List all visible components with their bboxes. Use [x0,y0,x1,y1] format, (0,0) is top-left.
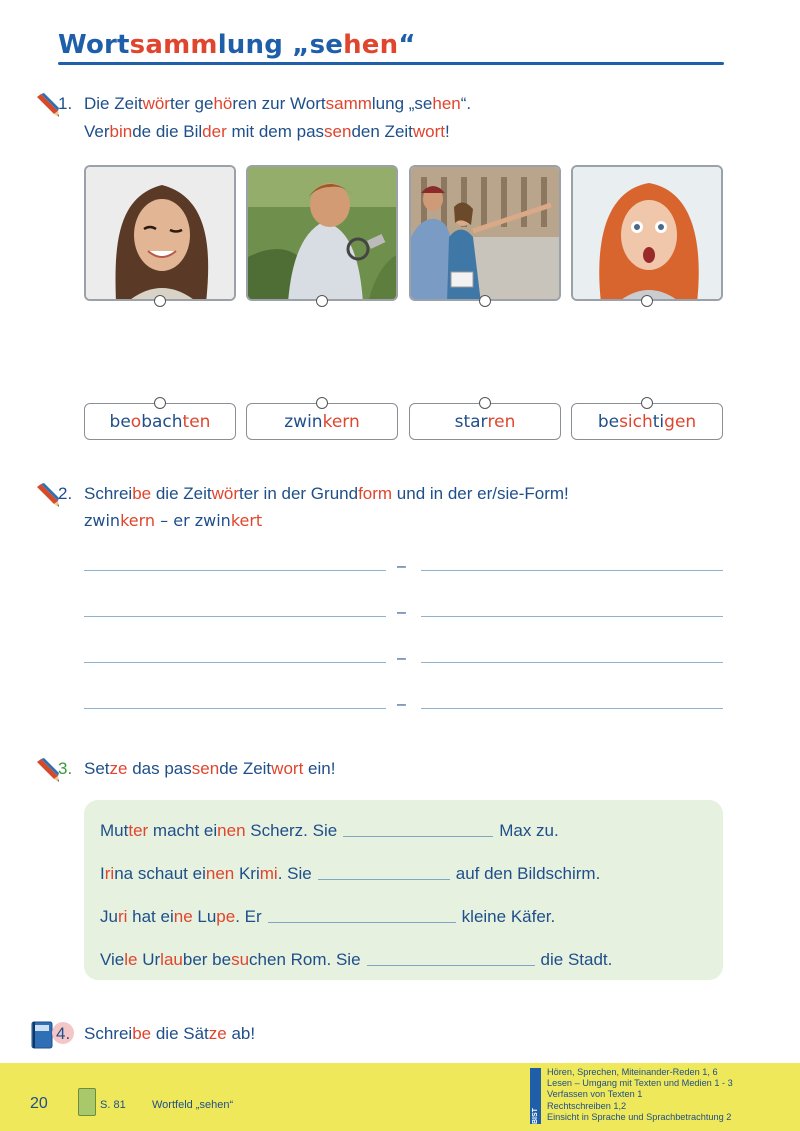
photo-boy-with-magnifier [246,165,398,301]
photo-connector-dot[interactable] [316,295,328,307]
photo-surprised-girl [571,165,723,301]
line-dash: – [397,604,406,621]
writing-line[interactable] [84,708,386,709]
line-dash: – [397,696,406,713]
photo-winking-woman [84,165,236,301]
task-3-instruction: Setze das passende Zeitwort ein! [84,759,336,778]
photo-connector-dot[interactable] [479,295,491,307]
answer-blank[interactable] [318,879,450,880]
competence-list [547,1067,733,1123]
task-1-instruction-2: Verbinde die Bilder mit dem passenden Zeitwort! [84,122,450,141]
word-box-zwinkern[interactable]: zwin kern [246,403,398,440]
word-box-beobachten[interactable]: be o bach ten [84,403,236,440]
word-box-starren[interactable]: star ren [409,403,561,440]
answer-blank[interactable] [343,836,493,837]
writing-line[interactable] [84,570,386,571]
bist-label: BIST [530,1068,541,1124]
task-1-number: 1. [58,94,73,113]
competence-item: Einsicht in Sprache und Sprachbetrachtung 2 [547,1111,732,1122]
workbook-thumbnail-icon [78,1088,96,1116]
pencil-icon [34,482,60,508]
word-connector-dot[interactable] [154,397,166,409]
writing-line[interactable] [421,616,723,617]
title-underline [58,62,724,65]
answer-blank[interactable] [268,922,456,923]
word-connector-dot[interactable] [316,397,328,409]
task-4-instruction: Schreibe die Sätze ab! [84,1024,256,1043]
page-reference: S. 81 [100,1099,126,1111]
page-title: Wortsammlung „sehen“ [58,30,416,60]
line-dash: – [397,558,406,575]
photo-tourists-sightseeing [409,165,561,301]
task-3-number: 3. [58,759,73,778]
footer-topic: Wortfeld „sehen“ [152,1099,234,1111]
page-number: 20 [30,1095,48,1112]
photo-connector-dot[interactable] [154,295,166,307]
fill-sentence-4: Viele Urlauber besuchen Rom. Sie die Stadt. [100,950,613,969]
line-dash: – [397,650,406,667]
task-4-number: 4. [56,1024,71,1043]
pencil-icon [34,757,60,783]
writing-line[interactable] [421,662,723,663]
writing-line[interactable] [84,616,386,617]
answer-blank[interactable] [367,965,535,966]
competence-item: Verfassen von Texten 1 [547,1089,643,1100]
competence-item: Lesen – Umgang mit Texten und Medien 1 - 3 [547,1078,733,1089]
pencil-icon [34,92,60,118]
fill-sentence-1: Mutter macht einen Scherz. Sie Max zu. [100,821,559,840]
task-2-instruction: Schreibe die Zeitwörter in der Grundform und in der er/sie-Form! [84,484,569,503]
word-connector-dot[interactable] [479,397,491,409]
task-1-instruction-1: Die Zeitwörter gehören zur Wortsammlung „sehen“. [84,94,472,113]
word-box-besichtigen[interactable]: be sich ti gen [571,403,723,440]
task-2-example: zwinkern – er zwinkert [84,511,263,530]
task-2-number: 2. [58,484,73,503]
writing-line[interactable] [84,662,386,663]
word-connector-dot[interactable] [641,397,653,409]
competence-item: Rechtschreiben 1,2 [547,1100,627,1111]
writing-line[interactable] [421,708,723,709]
fill-sentence-3: Juri hat eine Lupe. Er klei⁠ne Kä⁠fer. [100,907,556,926]
writing-line[interactable] [421,570,723,571]
competence-item: Hören, Sprechen, Miteinander-Reden 1, 6 [547,1067,718,1077]
photo-connector-dot[interactable] [641,295,653,307]
fill-sentence-2: Irina schaut einen Krimi. Sie auf den Bild⁠schirm. [100,864,601,883]
